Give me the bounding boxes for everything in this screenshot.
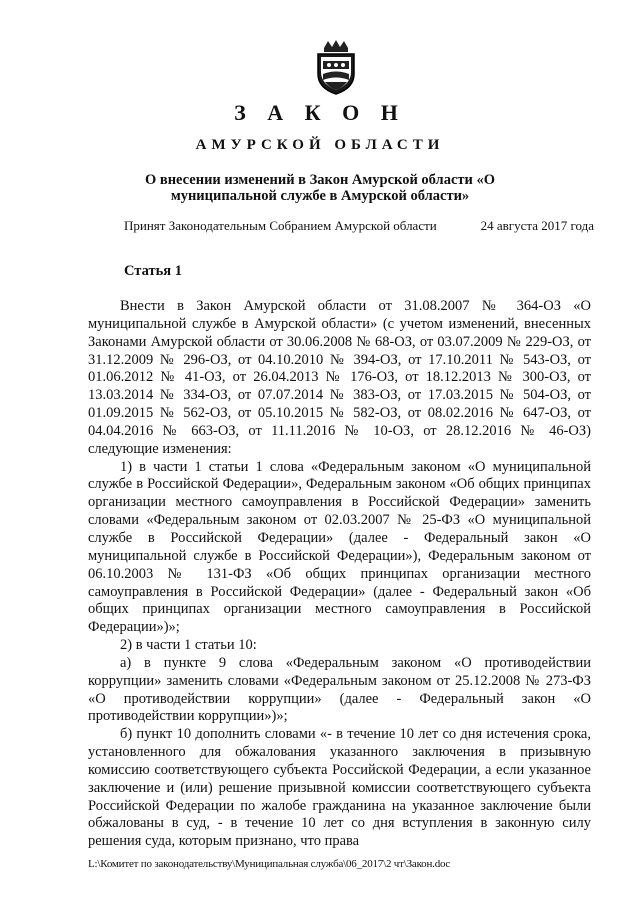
document-body (88, 298, 591, 851)
adoption-date: 24 августа 2017 года (480, 218, 594, 233)
amur-region-coat-of-arms-icon (310, 38, 362, 96)
paragraph-item-1: 1) в части 1 статьи 1 слова «Федеральным законом «О муниципальной службе в Российской Федерации», Федеральным законом «Об общих принципах организации местного самоуправления в Российской Федерации» заменить словами «Федеральным законом от 02.03.2007 № 25-ФЗ «О муниципальной службе в Российской Федерации» (далее - Федеральный закон «О муниципальной службе в Российской Федерации»), Федеральным законом от 06.10.2003 № 131-ФЗ «Об общих принципах организации местного самоуправления в Российской Федерации» (далее - Федеральный закон «Об общих принципах организации местного самоуправления в Российской Федерации»)»; (88, 458, 591, 636)
region-title: АМУРСКОЙ ОБЛАСТИ (195, 137, 445, 153)
article-heading: Статья 1 (124, 263, 182, 279)
paragraph-item-2a: а) в пункте 9 слова «Федеральным законом «О противодействии коррупции» заменить словами «Федеральным законом от 25.12.2008 № 273-ФЗ «О противодействии коррупции» (далее - Федеральный закон «О противодействии коррупции»)»; (88, 654, 591, 725)
paragraph-intro: Внести в Закон Амурской области от 31.08.2007 № 364-ОЗ «О муниципальной службе в Амурской области» (с учетом изменений, внесенных Законами Амурской области от 30.06.2008 № 68-ОЗ, от 03.07.2009 № 229-ОЗ, от 31.12.2009 № 296-ОЗ, от 04.10.2010 № 394-ОЗ, от 17.10.2011 № 543-ОЗ, от 01.06.2012 № 41-ОЗ, от 26.04.2013 № 176-ОЗ, от 18.12.2013 № 300-ОЗ, от 13.03.2014 № 334-ОЗ, от 07.07.2014 № 383-ОЗ, от 17.03.2015 № 504-ОЗ, от 01.09.2015 № 562-ОЗ, от 05.10.2015 № 582-ОЗ, от 08.02.2016 № 647-ОЗ, от 04.04.2016 № 663-ОЗ, от 11.11.2016 № 10-ОЗ, от 28.12.2016 № 46-ОЗ) следующие изменения: (88, 298, 591, 457)
paragraph-item-2b: б) пункт 10 дополнить словами «- в течение 10 лет со дня истечения срока, установленного для обжалования указанного заключения в призывную комиссию соответствующего субъекта Российской Федерации, а если указанное заключение и (или) решение призывной комиссии соответствующего субъекта Российской Федерации по жалобе гражданина на указанное заключение были обжалованы в суд, - в течение 10 лет со дня вступления в законную силу решения суда, которым признано, что права (88, 726, 591, 850)
law-subject: О внесении изменений в Закон Амурской области «О муниципальной службе в Амурской области» (144, 172, 496, 204)
document-title: З А К О Н (234, 100, 406, 125)
file-path-footer: L:\Комитет по законодательству\Муниципальная служба\06_2017\2 чт\Закон.doc (88, 858, 450, 870)
adopted-by: Принят Законодательным Собранием Амурской области (124, 218, 437, 233)
adoption-line (124, 218, 594, 234)
paragraph-item-2: 2) в части 1 статьи 10: (120, 637, 257, 654)
